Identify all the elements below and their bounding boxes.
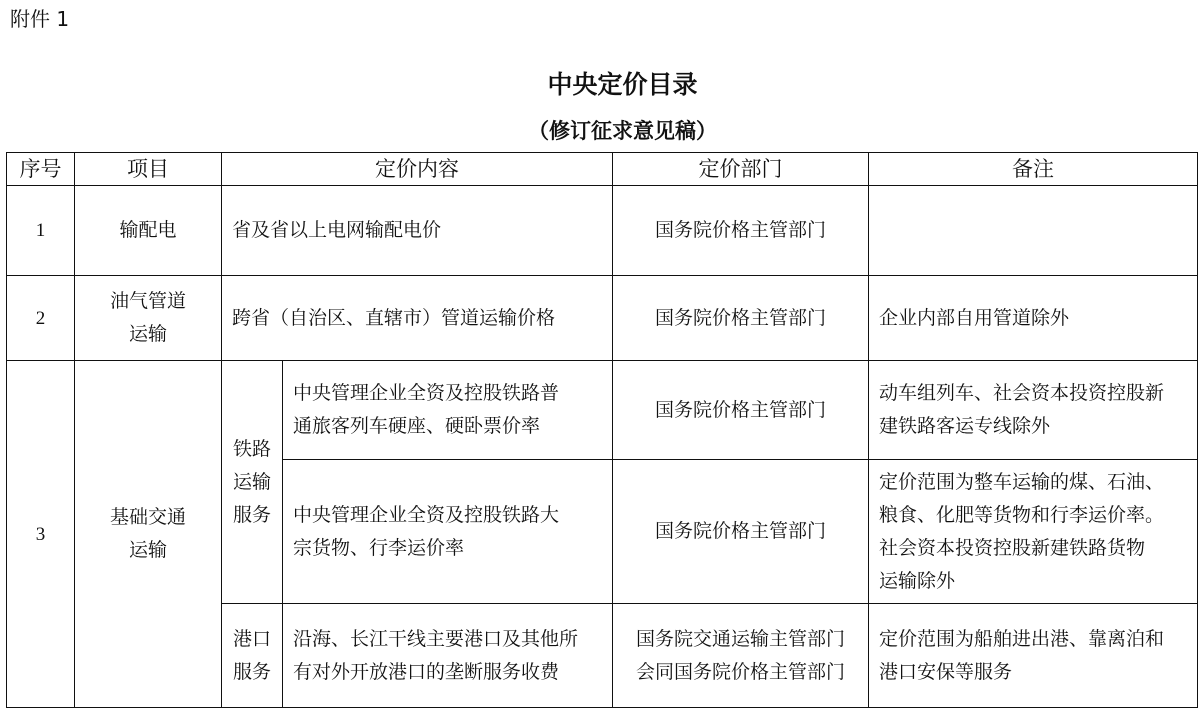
table-row	[7, 361, 1198, 460]
remarks-line: 粮食、化肥等货物和行李运价率。	[879, 503, 1165, 526]
content-line: 中央管理企业全资及控股铁路普	[293, 382, 560, 404]
table-row	[7, 276, 1198, 361]
port-remarks	[869, 604, 1198, 708]
remarks-line: 运输除外	[879, 569, 956, 592]
port-label-line: 港口	[232, 627, 271, 650]
row-item	[75, 361, 222, 708]
railway-label-line: 运输	[232, 470, 271, 493]
remarks-line: 动车组列车、社会资本投资控股新	[879, 382, 1165, 404]
railway-freight-department: 国务院价格主管部门	[613, 460, 869, 604]
header-remarks: 备注	[869, 153, 1198, 186]
row-index: 3	[7, 361, 75, 708]
railway-passenger-remarks	[869, 361, 1198, 460]
remarks-line: 建铁路客运专线除外	[879, 415, 1051, 437]
row-department: 国务院价格主管部门	[613, 186, 869, 276]
header-index: 序号	[7, 153, 75, 186]
railway-service-label	[222, 361, 283, 604]
row-item-line: 运输	[128, 539, 167, 561]
row-department: 国务院价格主管部门	[613, 276, 869, 361]
row-remarks	[869, 186, 1198, 276]
remarks-line: 定价范围为整车运输的煤、石油、	[879, 470, 1165, 493]
row-remarks: 企业内部自用管道除外	[869, 276, 1198, 361]
port-content	[283, 604, 613, 708]
row-index: 1	[7, 186, 75, 276]
content-line: 有对外开放港口的垄断服务收费	[293, 660, 560, 683]
railway-freight-content	[283, 460, 613, 604]
row-item: 输配电	[75, 186, 222, 276]
port-department	[613, 604, 869, 708]
department-line: 会同国务院价格主管部门	[635, 660, 845, 683]
row-item-line: 运输	[128, 323, 167, 345]
header-item: 项目	[75, 153, 222, 186]
table-header-row	[7, 153, 1198, 186]
pricing-catalog-table	[6, 152, 1198, 708]
remarks-line: 港口安保等服务	[879, 660, 1013, 683]
row-index: 2	[7, 276, 75, 361]
row-item	[75, 276, 222, 361]
port-service-label	[222, 604, 283, 708]
header-department: 定价部门	[613, 153, 869, 186]
railway-freight-remarks	[869, 460, 1198, 604]
railway-passenger-department: 国务院价格主管部门	[613, 361, 869, 460]
content-line: 通旅客列车硬座、硬卧票价率	[293, 415, 541, 437]
document-title: 中央定价目录	[547, 70, 698, 99]
attachment-label: 附件 1	[10, 7, 70, 31]
railway-label-line: 铁路	[232, 437, 271, 460]
remarks-line: 社会资本投资控股新建铁路货物	[879, 536, 1146, 559]
port-label-line: 服务	[232, 660, 271, 683]
remarks-line: 定价范围为船舶进出港、靠离泊和	[879, 627, 1165, 650]
railway-passenger-content	[283, 361, 613, 460]
railway-label-line: 服务	[232, 503, 271, 526]
content-line: 中央管理企业全资及控股铁路大	[293, 503, 560, 526]
row-content: 跨省（自治区、直辖市）管道运输价格	[222, 276, 613, 361]
department-line: 国务院交通运输主管部门	[635, 627, 845, 650]
header-content: 定价内容	[222, 153, 613, 186]
row-item-line: 基础交通	[109, 506, 186, 528]
content-line: 宗货物、行李运价率	[293, 536, 465, 559]
document-subtitle: （修订征求意见稿）	[528, 119, 717, 143]
table-row	[7, 186, 1198, 276]
row-item-line: 油气管道	[109, 290, 186, 312]
content-line: 沿海、长江干线主要港口及其他所	[293, 627, 579, 650]
row-content: 省及省以上电网输配电价	[222, 186, 613, 276]
